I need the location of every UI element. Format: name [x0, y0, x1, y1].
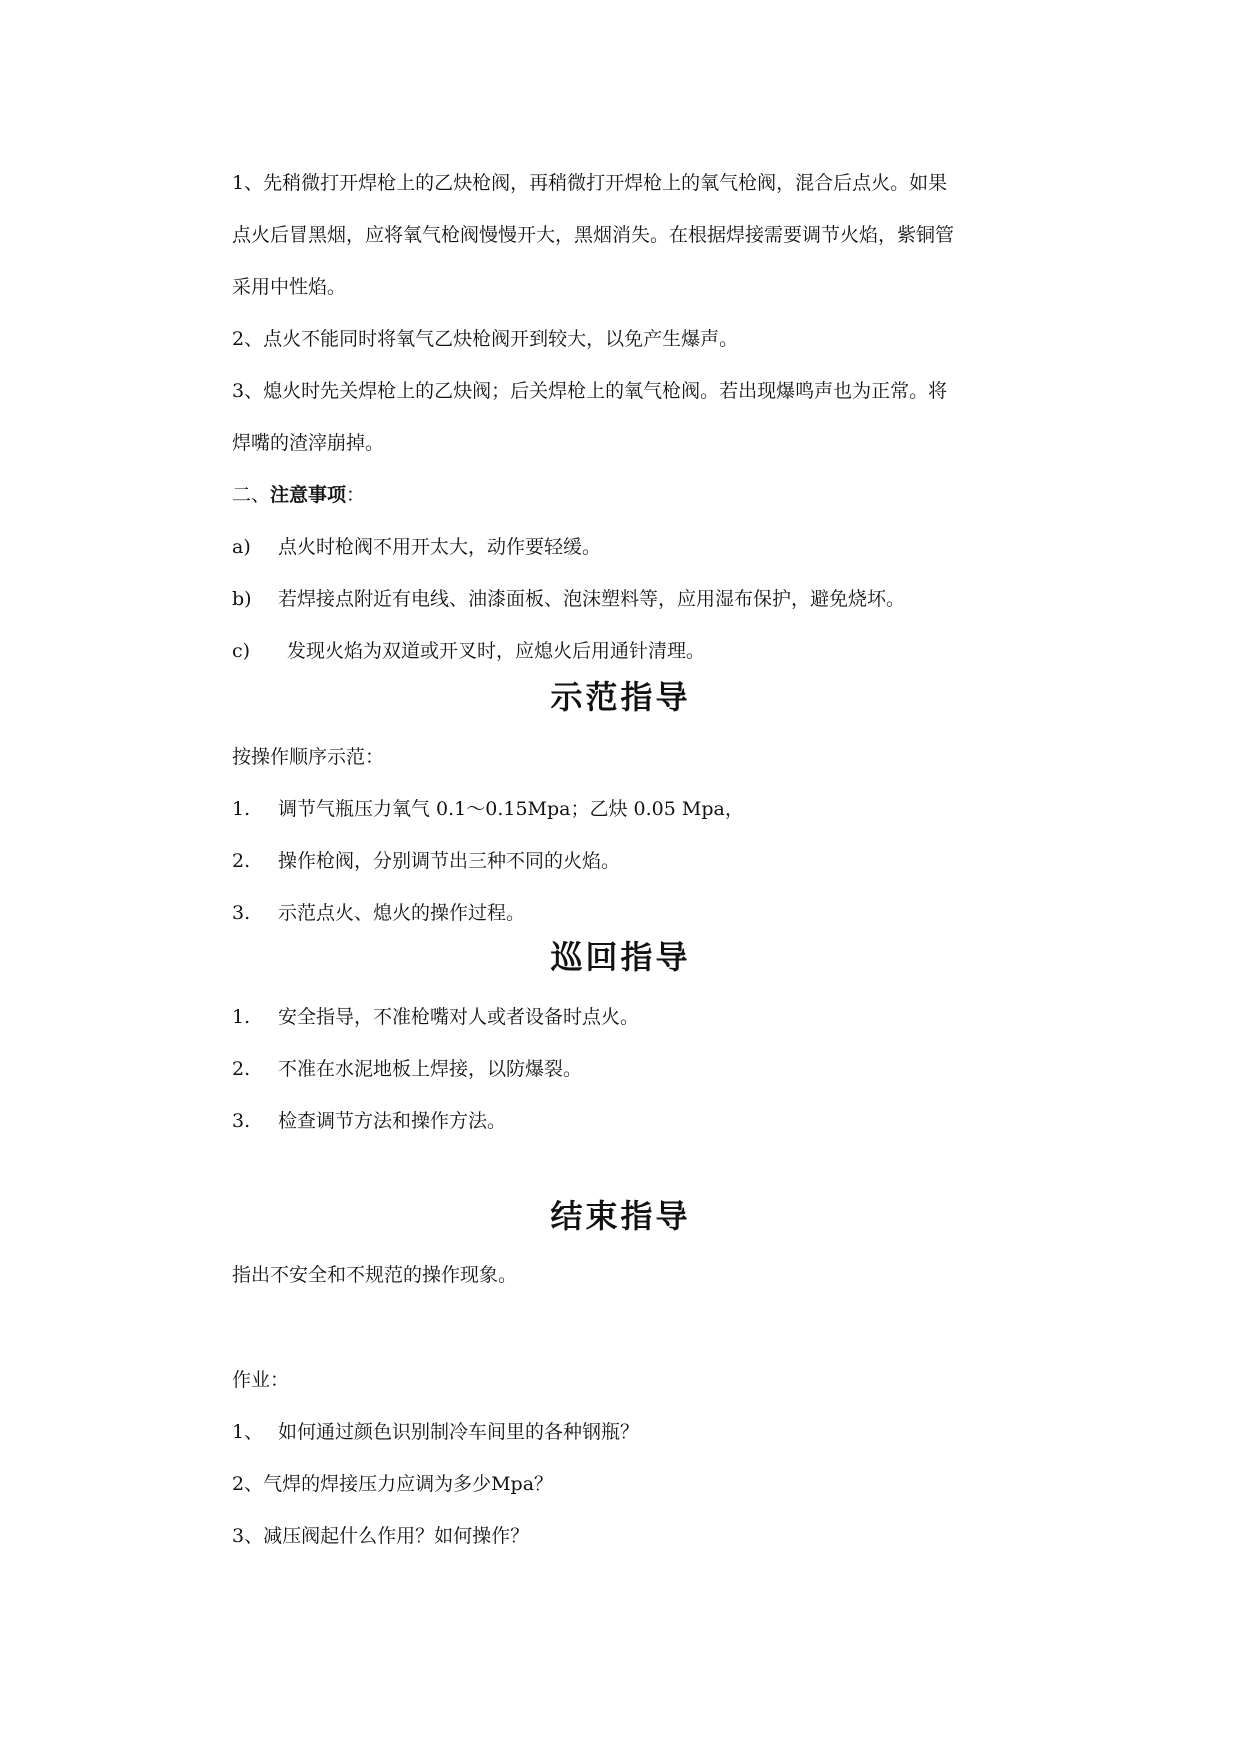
patrol-item: [232, 1057, 582, 1081]
intro-para2: 2、点火不能同时将氧气乙炔枪阀开到较大，以免产生爆声。: [232, 328, 739, 350]
closing-text: 指出不安全和不规范的操作现象。: [232, 1264, 518, 1286]
intro-para1-line1: 1、先稍微打开焊枪上的乙炔枪阀，再稍微打开焊枪上的氧气枪阀，混合后点火。如果: [232, 172, 948, 194]
precautions-prefix: 二、: [232, 484, 271, 506]
homework-item: [232, 1420, 639, 1444]
homework-item-text: 如何通过颜色识别制冷车间里的各种钢瓶？: [278, 1421, 640, 1443]
patrol-item-text: 安全指导，不准枪嘴对人或者设备时点火。: [278, 1006, 640, 1028]
demo-item: [232, 901, 525, 925]
patrol-item-text: 检查调节方法和操作方法。: [278, 1110, 507, 1132]
precautions-suffix: ：: [346, 484, 366, 506]
intro-para3-line1: 3、熄火时先关焊枪上的乙炔阀；后关焊枪上的氧气枪阀。若出现爆鸣声也为正常。将: [232, 380, 948, 402]
patrol-item-label: 2.: [232, 1058, 251, 1080]
demo-intro: 按操作顺序示范：: [232, 746, 385, 768]
precaution-item-text: 若焊接点附近有电线、油漆面板、泡沫塑料等，应用湿布保护，避免烧坏。: [278, 588, 906, 610]
demo-item-label: 2.: [232, 850, 251, 872]
patrol-item: [232, 1109, 506, 1133]
closing-heading: 结束指导: [550, 1197, 691, 1235]
intro-para1-line3: 采用中性焰。: [232, 276, 347, 298]
homework-item: 2、气焊的焊接压力应调为多少Mpa？: [232, 1473, 554, 1495]
precautions-heading: [232, 483, 365, 507]
demo-heading: 示范指导: [550, 678, 691, 716]
homework-item: 3、减压阀起什么作用？如何操作？: [232, 1525, 530, 1547]
patrol-item-text: 不准在水泥地板上焊接，以防爆裂。: [278, 1058, 583, 1080]
homework-title: 作业：: [232, 1369, 290, 1391]
patrol-item: [232, 1005, 639, 1029]
intro-para1-line2: 点火后冒黑烟，应将氧气枪阀慢慢开大，黑烟消失。在根据焊接需要调节火焰，紫铜管: [232, 224, 955, 246]
precaution-item: [232, 639, 705, 663]
precaution-item: [232, 535, 601, 559]
precautions-title: 注意事项: [270, 484, 347, 506]
demo-item-text: 操作枪阀，分别调节出三种不同的火焰。: [278, 850, 621, 872]
patrol-heading: 巡回指导: [550, 938, 691, 976]
precaution-item: [232, 587, 905, 611]
precaution-item-label: b): [232, 588, 252, 610]
demo-item-label: 3.: [232, 902, 251, 924]
precaution-item-text: 点火时枪阀不用开太大，动作要轻缓。: [278, 536, 602, 558]
precaution-item-label: a): [232, 536, 251, 558]
patrol-item-label: 3.: [232, 1110, 251, 1132]
intro-para3-line2: 焊嘴的渣滓崩掉。: [232, 432, 385, 454]
homework-item-label: 1、: [232, 1421, 264, 1443]
demo-item-text: 示范点火、熄火的操作过程。: [278, 902, 526, 924]
demo-item: [232, 797, 744, 821]
demo-item: [232, 849, 620, 873]
patrol-item-label: 1.: [232, 1006, 251, 1028]
demo-item-text: 调节气瓶压力氧气 0.1～0.15Mpa；乙炔 0.05 Mpa，: [278, 798, 744, 820]
precaution-item-text: 发现火焰为双道或开叉时，应熄火后用通针清理。: [287, 640, 706, 662]
precaution-item-label: c): [232, 640, 251, 662]
demo-item-label: 1.: [232, 798, 251, 820]
